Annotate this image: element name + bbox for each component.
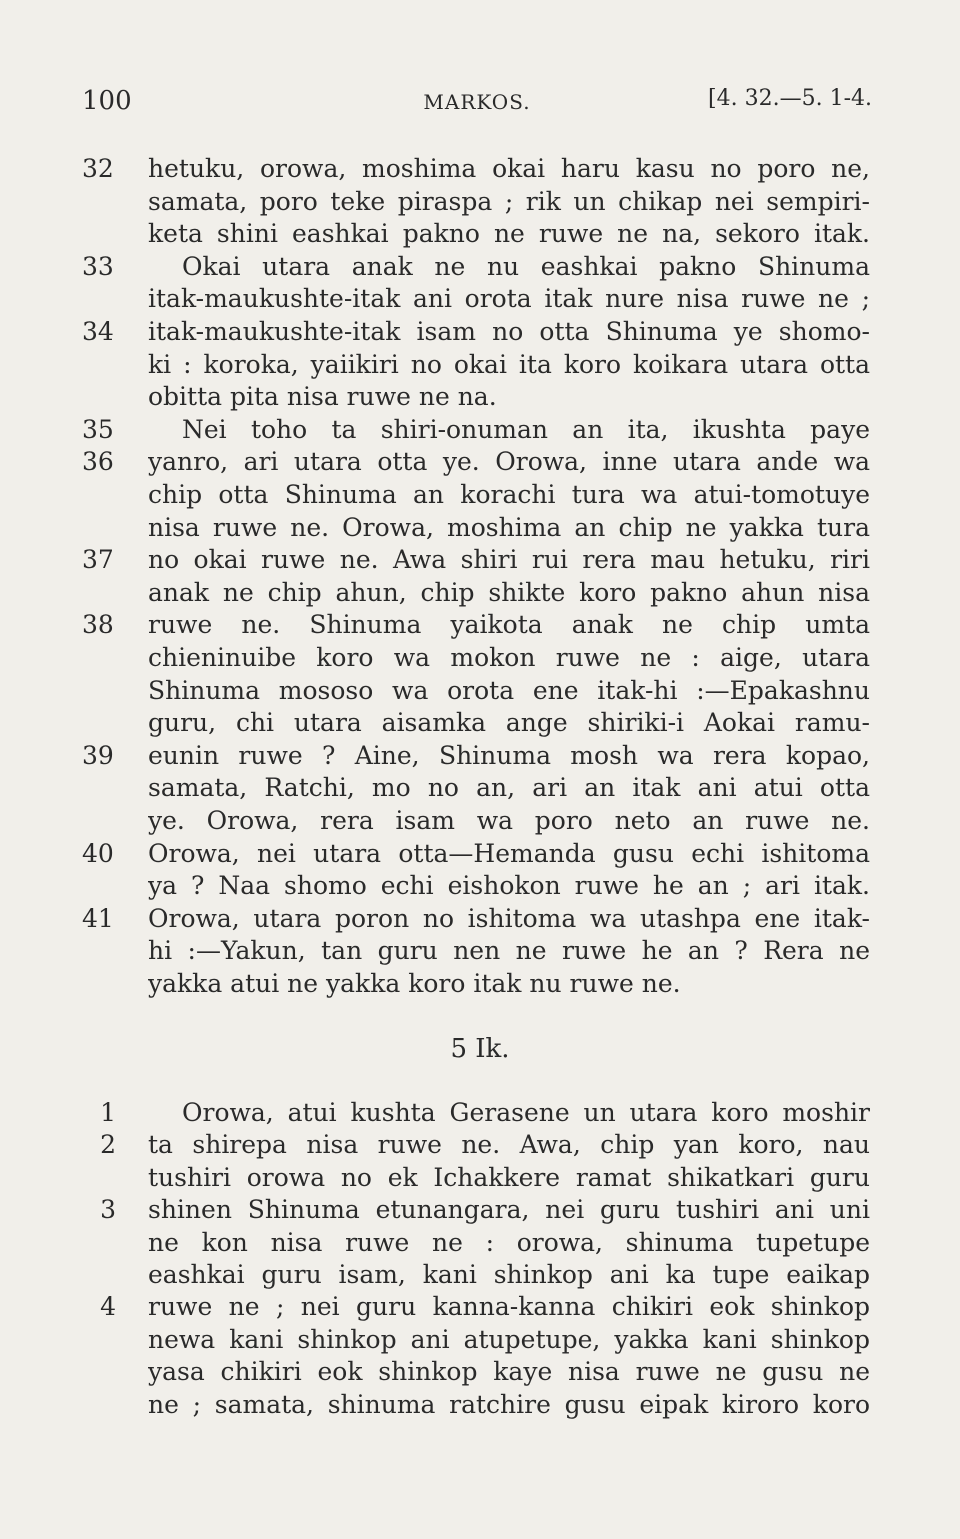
- verse-number: 37: [82, 545, 114, 575]
- text-line: Okai utara anak ne nu eashkai pakno Shinuma: [182, 251, 870, 281]
- text-line: ta shirepa nisa ruwe ne. Awa, chip yan koro, nau: [148, 1130, 870, 1160]
- text-line: samata, poro teke piraspa ; rik un chikap nei sempiri-: [148, 186, 870, 216]
- text-line: tushiri orowa no ek Ichakkere ramat shikatkari guru: [148, 1162, 870, 1192]
- verse-number: 38: [82, 610, 114, 640]
- verse-number: 35: [82, 414, 114, 444]
- chapter-heading: 5 Ik.: [450, 1034, 510, 1064]
- text-line: eunin ruwe ? Aine, Shinuma mosh wa rera kopao,: [148, 740, 870, 770]
- running-title: MARKOS.: [423, 90, 531, 114]
- text-line: Orowa, nei utara otta—Hemanda gusu echi ishitoma: [148, 838, 870, 868]
- text-line: ruwe ne ; nei guru kanna-kanna chikiri eok shinkop: [148, 1292, 870, 1322]
- text-line: chieninuibe koro wa mokon ruwe ne : aige, utara: [148, 643, 870, 672]
- text-line: ye. Orowa, rera isam wa poro neto an ruwe ne.: [148, 806, 870, 835]
- text-line: ya ? Naa shomo echi eishokon ruwe he an ; ari itak.: [148, 871, 870, 901]
- text-line: yasa chikiri eok shinkop kaye nisa ruwe ne gusu ne: [148, 1357, 870, 1387]
- text-line: hi :—Yakun, tan guru nen ne ruwe he an ? Rera ne: [148, 936, 870, 966]
- verse-number: 32: [82, 154, 114, 183]
- running-header: [82, 86, 872, 126]
- text-line: nisa ruwe ne. Orowa, moshima an chip ne yakka tura: [148, 512, 870, 542]
- chapter-verse-reference: [4. 32.—5. 1-4.: [708, 86, 872, 111]
- verse-number: 33: [82, 251, 114, 281]
- verse-number: 2: [100, 1130, 116, 1160]
- text-line: Orowa, atui kushta Gerasene un utara koro moshir: [182, 1098, 870, 1127]
- text-line: shinen Shinuma etunangara, nei guru tushiri ani uni: [148, 1195, 870, 1225]
- text-line: yakka atui ne yakka koro itak nu ruwe ne.: [148, 969, 681, 998]
- text-line: itak-maukushte-itak isam no otta Shinuma ye shomo-: [148, 317, 870, 346]
- text-line: samata, Ratchi, mo no an, ari an itak ani atui otta: [148, 773, 870, 803]
- text-line: ne ; samata, shinuma ratchire gusu eipak kiroro koro: [148, 1389, 870, 1419]
- verse-number: 1: [100, 1098, 116, 1127]
- text-line: Shinuma mososo wa orota ene itak-hi :—Epakashnu: [148, 675, 870, 705]
- text-line: newa kani shinkop ani atupetupe, yakka kani shinkop: [148, 1324, 870, 1354]
- page-number: 100: [82, 86, 132, 116]
- text-line: obitta pita nisa ruwe ne na.: [148, 382, 497, 412]
- text-line: eashkai guru isam, kani shinkop ani ka tupe eaikap: [148, 1260, 870, 1289]
- text-line: yanro, ari utara otta ye. Orowa, inne utara ande wa: [148, 447, 870, 477]
- text-line: no okai ruwe ne. Awa shiri rui rera mau hetuku, riri: [148, 545, 870, 575]
- text-line: chip otta Shinuma an korachi tura wa atui-tomotuye: [148, 480, 870, 509]
- verse-number: 4: [100, 1292, 116, 1322]
- verse-number: 40: [82, 838, 114, 868]
- text-line: ki : koroka, yaiikiri no okai ita koro koikara utara otta: [148, 349, 870, 379]
- verse-number: 41: [82, 903, 114, 933]
- text-line: Nei toho ta shiri-onuman an ita, ikushta paye: [182, 414, 870, 444]
- text-line: ne kon nisa ruwe ne : orowa, shinuma tupetupe: [148, 1227, 870, 1257]
- text-line: Orowa, utara poron no ishitoma wa utashpa ene itak-: [148, 903, 870, 933]
- text-line: guru, chi utara aisamka ange shiriki-i Aokai ramu-: [148, 708, 870, 738]
- verse-number: 3: [100, 1195, 116, 1225]
- text-line: anak ne chip ahun, chip shikte koro pakno ahun nisa: [148, 577, 870, 607]
- text-line: keta shini eashkai pakno ne ruwe ne na, sekoro itak.: [148, 219, 870, 249]
- text-line: hetuku, orowa, moshima okai haru kasu no poro ne,: [148, 154, 870, 183]
- text-line: ruwe ne. Shinuma yaikota anak ne chip umta: [148, 610, 870, 640]
- text-line: itak-maukushte-itak ani orota itak nure nisa ruwe ne ;: [148, 284, 870, 314]
- verse-number: 36: [82, 447, 114, 477]
- verse-number: 34: [82, 317, 114, 346]
- verse-number: 39: [82, 740, 114, 770]
